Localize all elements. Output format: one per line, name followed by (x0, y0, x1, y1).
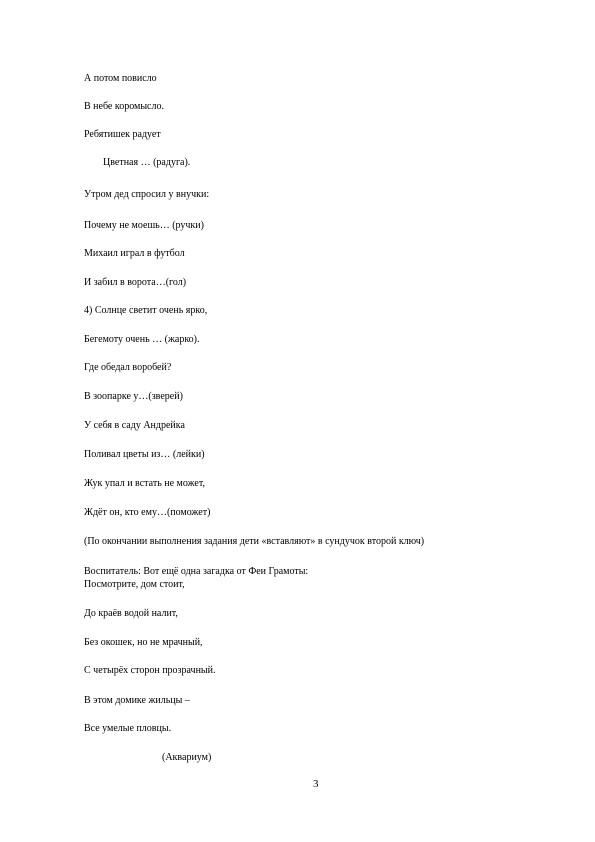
text-line: С четырёх сторон прозрачный. (84, 665, 216, 676)
text-line: До краёв водой налит, (84, 608, 178, 619)
text-line: А потом повисло (84, 73, 157, 84)
text-line: Ждёт он, кто ему…(поможет) (84, 507, 211, 518)
text-line: Утром дед спросил у внучки: (84, 189, 210, 200)
text-line: Михаил играл в футбол (84, 248, 185, 259)
text-line: Ребятишек радует (84, 129, 161, 140)
text-line: Без окошек, но не мрачный, (84, 637, 203, 648)
text-line: В небе коромысло. (84, 101, 164, 112)
text-line: Посмотрите, дом стоит, (84, 579, 185, 590)
text-line: Цветная … (радуга). (103, 157, 191, 168)
text-line: Почему не моешь… (ручки) (84, 220, 204, 231)
text-line: (Аквариум) (162, 752, 212, 763)
text-line: Поливал цветы из… (лейки) (84, 449, 205, 460)
text-line: Жук упал и встать не может, (84, 478, 205, 489)
text-line: 4) Солнце светит очень ярко, (84, 305, 208, 316)
text-line: В этом домике жильцы – (84, 695, 190, 706)
text-line: (По окончании выполнения задания дети «вставляют» в сундучок второй ключ) (84, 536, 425, 547)
text-line: Где обедал воробей? (84, 362, 172, 373)
text-line: В зоопарке у…(зверей) (84, 391, 183, 402)
text-line: И забил в ворота…(гол) (84, 277, 187, 288)
text-line: У себя в саду Андрейка (84, 420, 185, 431)
page-number: 3 (313, 778, 319, 790)
text-line: Все умелые пловцы. (84, 723, 172, 734)
text-line: Бегемоту очень … (жарко). (84, 334, 200, 345)
text-line: Воспитатель: Вот ещё одна загадка от Феи Грамоты: (84, 566, 309, 577)
